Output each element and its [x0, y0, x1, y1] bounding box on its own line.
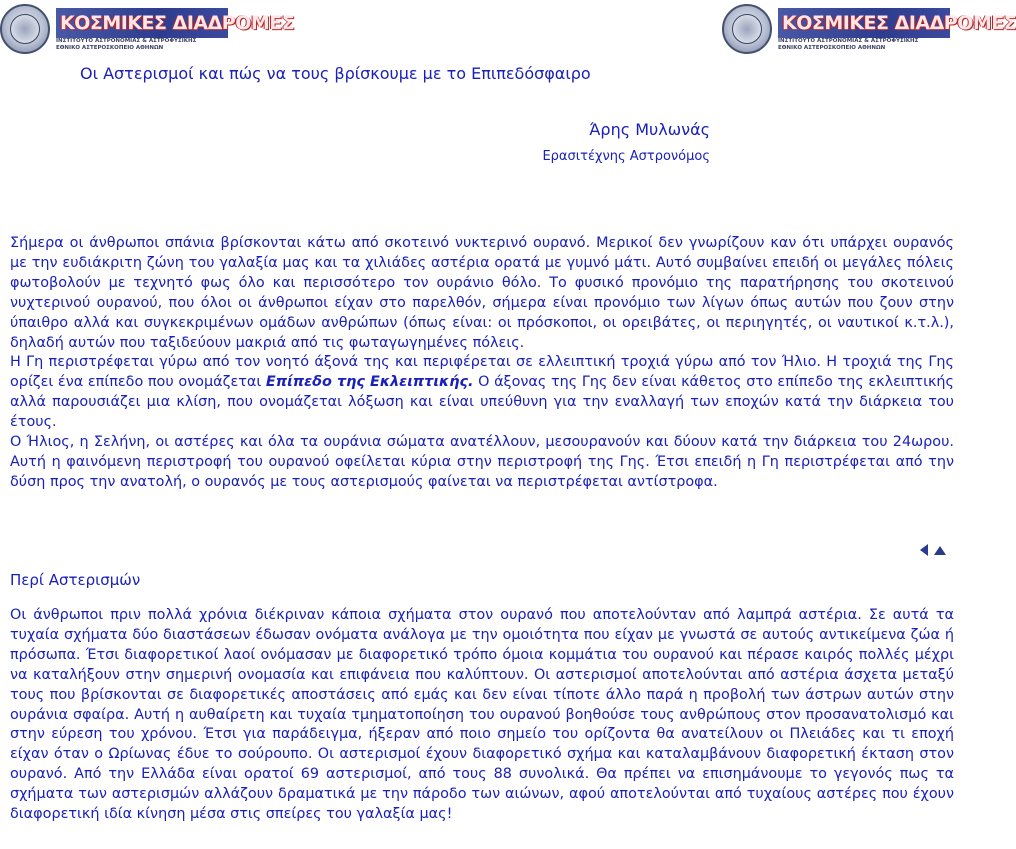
- logo-subline-1: ΙΝΣΤΙΤΟΥΤΟ ΑΣΤΡΟΝΟΜΙΑΣ & ΑΣΤΡΟΦΥΣΙΚΗΣ: [778, 38, 919, 44]
- logo-brand-text: ΚΟΣΜΙΚΕΣ ΔΙΑΔΡΟΜΕΣ: [778, 8, 950, 38]
- article-body: [10, 234, 954, 493]
- section-body: [10, 606, 954, 825]
- page-navigation: [918, 543, 947, 557]
- paragraph-constellations: Οι άνθρωποι πριν πολλά χρόνια διέκριναν κάποια σχήματα στον ουρανό που αποτελούνταν από λαμπρά αστέρια. Σε αυτά τα τυχαία σχήματα δύο διαστάσεων έδωσαν ονόματα ανάλογα με την ομοιότητα που είχαν με γνωστά σε αυτούς αντικείμενα ζώα ή πρόσωπα. Έτσι διαφορετικοί λαοί ονόμασαν με διαφορετικό τρόπο όμοια κομμάτια του ουρανού και πέρασε καιρός πολλές μέχρι να καταλήξουν στην σημερινή ονομασία και επιφάνεια που καλύπτουν. Οι αστερισμοί αποτελούνται από αστέρια άσχετα μεταξύ τους που βρίσκονται σε διαφορετικές αποστάσεις από εμάς και δεν είναι τίποτε άλλο παρά η προβολή των άστρων αυτών στην ουράνια σφαίρα. Αυτή η αυθαίρετη και τυχαία τμηματοποίηση του ουρανού βοηθούσε τους ανθρώπους στον προσανατολισμό και στην εύρεση του χρόνου. Έτσι για παράδειγμα, ήξεραν από ποιο σημείο του ορίζοντα θα ανατείλουν οι Πλειάδες και τι εποχή είχαν όταν ο Ωρίωνας έδυε το σούρουπο. Οι αστερισμοί έχουν διαφορετικό σχήμα και καταλαμβάνουν διαφορετική έκταση στον ουρανό. Από την Ελλάδα είναι ορατοί 69 αστερισμοί, από τους 88 συνολικά. Θα πρέπει να επισημάνουμε το γεγονός πως τα σχήματα των αστερισμών αλλάζουν δραματικά με την πάροδο των αιώνων, αφού αποτελούνται από τυχαίους αστέρες που έχουν διαφορετική ιδία κίνηση μέσα στις σπείρες του γαλαξία μας!: [10, 607, 954, 823]
- paragraph-rotation: Ο Ήλιος, η Σελήνη, οι αστέρες και όλα τα ουράνια σώματα ανατέλλουν, μεσουρανούν και δύουν κατά την διάρκεια του 24ωρου. Αυτή η φαινόμενη περιστροφή του ουρανού οφείλεται κύρια στην περιστροφή της Γης. Έτσι επειδή η Γη περιστρέφεται από την δύση προς την ανατολή, ο ουρανός με τους αστερισμούς φαίνεται να περιστρέφεται αντίστροφα.: [10, 434, 954, 490]
- article-title: Οι Αστερισμοί και πώς να τους βρίσκουμε με το Επιπεδόσφαιρο: [80, 64, 591, 83]
- arrow-left-icon[interactable]: [918, 543, 930, 557]
- site-logo-right[interactable]: [722, 4, 1016, 58]
- logo-subline-2: ΕΘΝΙΚΟ ΑΣΤΕΡΟΣΚΟΠΕΙΟ ΑΘΗΝΩΝ: [56, 45, 164, 51]
- paragraph-text: Ο άξονας της Γης δεν είναι κάθετος στο επίπεδο της εκλειπτικής αλλά παρουσιάζει μια κλίση, που ονομάζεται λόξωση και είναι υπεύθυνη για την εναλλαγή των εποχών κατά την διάρκεια του έτους.: [10, 374, 954, 431]
- author-name: Άρης Μυλωνάς: [589, 120, 710, 139]
- section-title: Περί Αστερισμών: [10, 571, 141, 589]
- arrow-up-icon[interactable]: [933, 544, 947, 556]
- logo-brand-text: ΚΟΣΜΙΚΕΣ ΔΙΑΔΡΟΜΕΣ: [56, 8, 228, 38]
- paragraph-text: Η Γη περιστρέφεται γύρω από τον νοητό άξονά της και περιφέρεται σε ελλειπτική τροχιά γύρω από τον Ήλιο. Η τροχιά της Γης ορίζει ένα επίπεδο που ονομάζεται: [10, 354, 954, 391]
- paragraph-intro: Σήμερα οι άνθρωποι σπάνια βρίσκονται κάτω από σκοτεινό νυκτερινό ουρανό. Μερικοί δεν γνωρίζουν καν ότι υπάρχει ουρανός με την ευδιάκριτη ζώνη του γαλαξία μας και τα χιλιάδες αστέρια ορατά με γυμνό μάτι. Αυτό συμβαίνει επειδή οι μεγάλες πόλεις φωτοβολούν με τεχνητό φως όλο και περισσότερο τον ουράνιο θόλο. Το φυσικό προνόμιο της παρατήρησης του σκοτεινού νυχτερινού ουρανού, που όλοι οι άνθρωποι είχαν στο παρελθόν, σήμερα είναι προνόμιο των λίγων όπως αυτών που ζουν στην ύπαιθρο αλλά και συγκεκριμένων ομάδων ανθρώπων (όπως είναι: οι πρόσκοποι, οι ορειβάτες, οι περιηγητές, οι ναυτικοί κ.τ.λ.), δηλαδή αυτών που ταξιδεύουν μακριά από τις φωταγωγημένες πόλεις.: [10, 235, 954, 351]
- author-role: Ερασιτέχνης Αστρονόμος: [542, 149, 710, 164]
- logo-subline-1: ΙΝΣΤΙΤΟΥΤΟ ΑΣΤΡΟΝΟΜΙΑΣ & ΑΣΤΡΟΦΥΣΙΚΗΣ: [56, 38, 197, 44]
- ecliptic-keyword: Επίπεδο της Εκλειπτικής.: [265, 374, 474, 391]
- logo-subline-2: ΕΘΝΙΚΟ ΑΣΤΕΡΟΣΚΟΠΕΙΟ ΑΘΗΝΩΝ: [778, 45, 886, 51]
- observatory-seal-icon: [0, 4, 50, 54]
- site-logo-left[interactable]: [0, 4, 295, 58]
- observatory-seal-icon: [722, 4, 772, 54]
- paragraph-ecliptic: [10, 353, 954, 433]
